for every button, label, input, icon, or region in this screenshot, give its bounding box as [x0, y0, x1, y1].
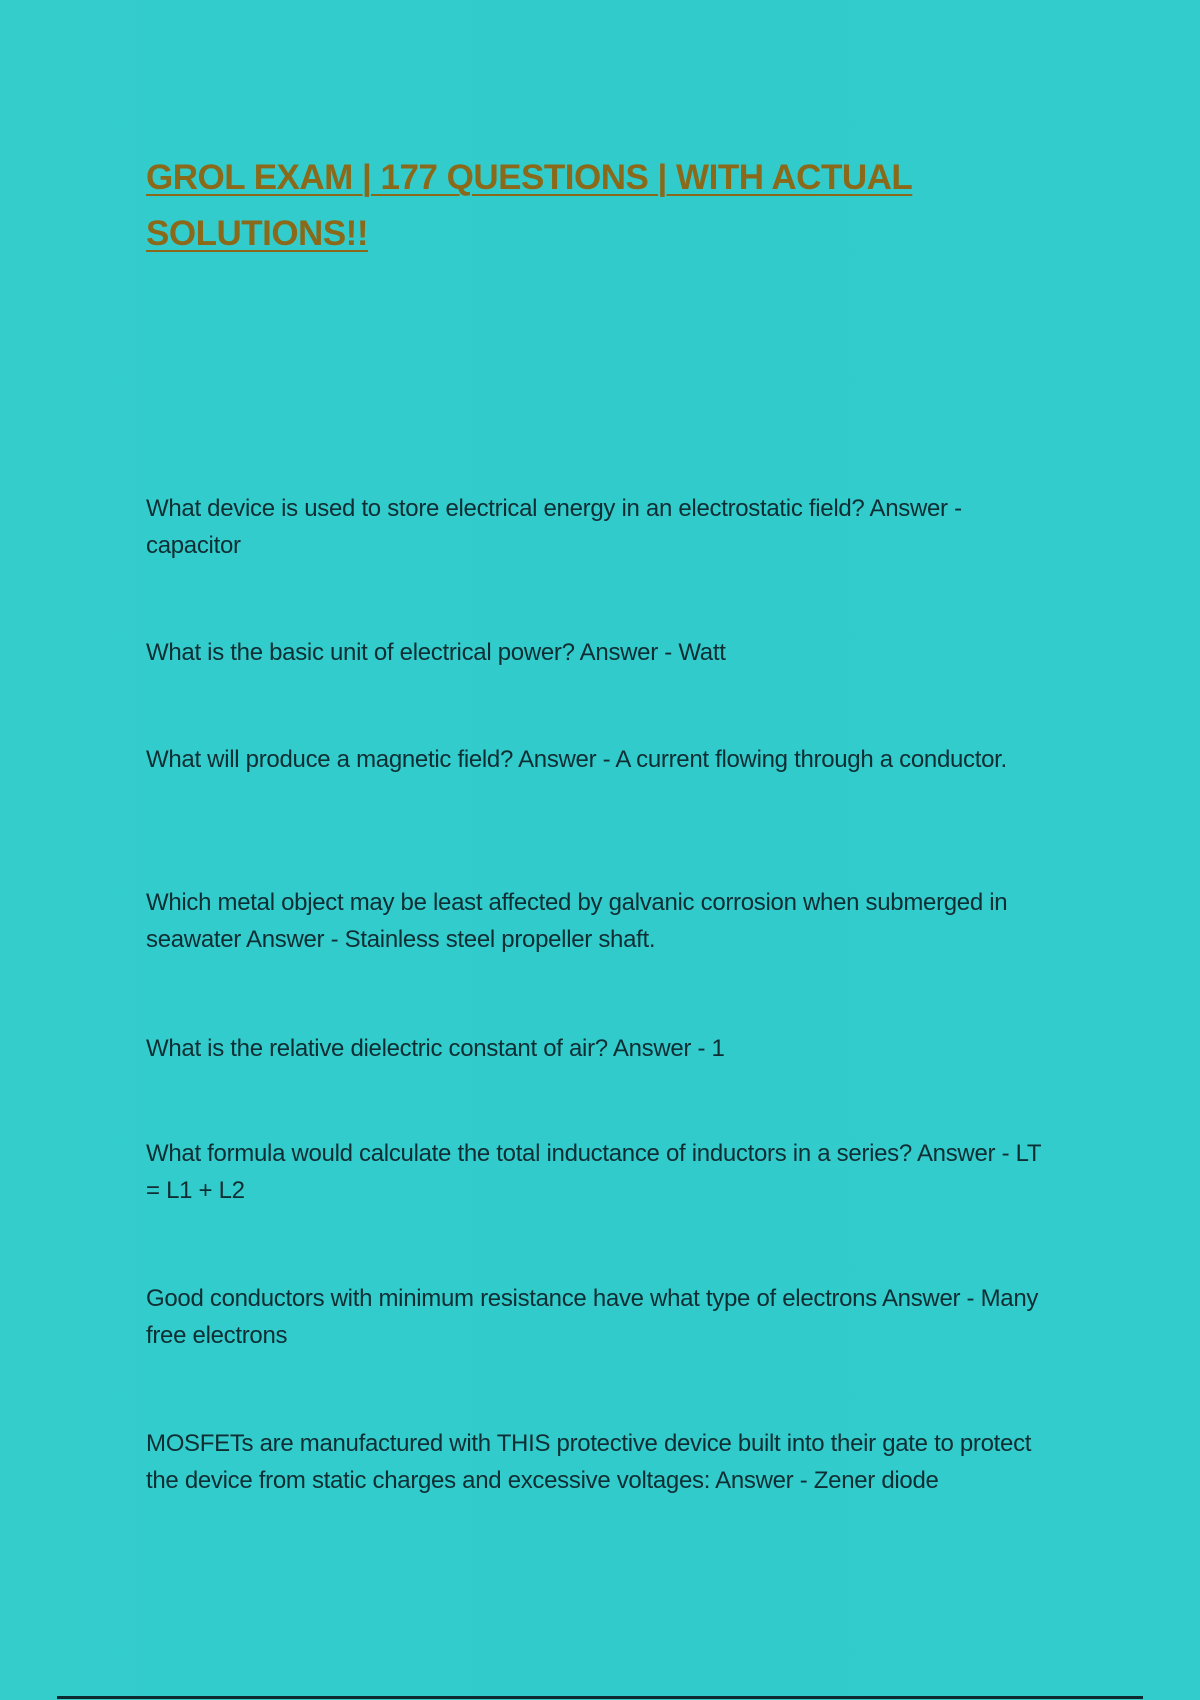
qa-item-2: What is the basic unit of electrical power? Answer - Watt [146, 639, 726, 666]
qa-item-1: What device is used to store electrical energy in an electrostatic field? Answer - capacitor [146, 495, 962, 559]
qa-item-5: What is the relative dielectric constant of air? Answer - 1 [146, 1035, 725, 1062]
qa-item-8: MOSFETs are manufactured with THIS protective device built into their gate to protect the device from static charges and excessive voltages: Answer - Zener diode [146, 1430, 1032, 1494]
footer-divider [57, 1696, 1143, 1699]
document-title: GROL EXAM | 177 QUESTIONS | WITH ACTUAL SOLUTIONS!! [146, 158, 913, 253]
qa-item-3: What will produce a magnetic field? Answer - A current flowing through a conductor. [146, 746, 1007, 773]
qa-item-4: Which metal object may be least affected by galvanic corrosion when submerged in seawater Answer - Stainless steel propeller shaft. [146, 889, 1008, 953]
qa-item-7: Good conductors with minimum resistance have what type of electrons Answer - Many free electrons [146, 1285, 1039, 1349]
qa-item-6: What formula would calculate the total inductance of inductors in a series? Answer - LT = L1 + L2 [146, 1140, 1041, 1204]
